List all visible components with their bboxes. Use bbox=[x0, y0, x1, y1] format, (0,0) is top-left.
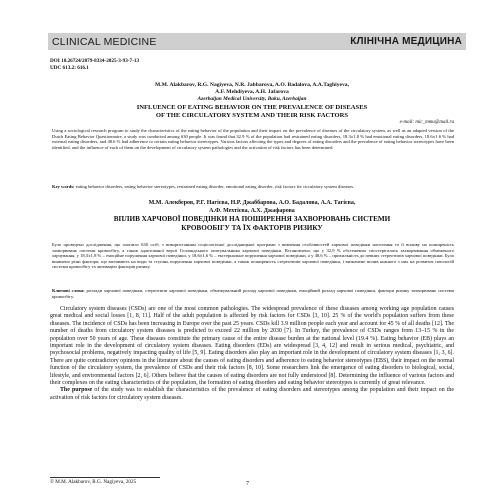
keywords-en-text: eating behavior disorders, eating behavior stereotypes, restrained eating disorder, emotional eating disorder, risk factors for circulatory system diseases. bbox=[75, 184, 355, 189]
authors-en bbox=[50, 82, 454, 96]
footer-divider bbox=[50, 477, 160, 478]
page-number: 7 bbox=[246, 481, 249, 487]
section-title-ua: КЛІНІЧНА МЕДИЦИНА bbox=[350, 36, 462, 47]
authors-en-line1: M.M. Alakbarov, R.G. Nagiyeva, N.R. Jabbarova, A.O. Badalova, A.A.Taghiyeva, bbox=[155, 82, 349, 88]
title-en-line1: INFLUENCE OF EATING BEHAVIOR ON THE PREVALENCE OF DISEASES bbox=[136, 104, 368, 111]
keywords-ua-label: Ключові слова: bbox=[52, 288, 85, 293]
authors-ua-line1: М.М. Алекберов, Р.Г. Нагієва, Н.Р. Джаббарова, А.О. Бадалова, А.А. Тагієва, bbox=[148, 200, 356, 206]
keywords-ua bbox=[52, 288, 454, 299]
keywords-en-label: Key words: bbox=[52, 184, 75, 189]
abstract-ua: Було проведено дослідження, що охопило 630 осіб, з використанням соціологічної дослідницької програми з вивчення особливостей харчової поведінки населення та її впливу на поширеність захворювань системи кровообігу, а також адаптованої версії Голландського опитувальника харчової поведінки. Встановлено, що у 32,9 % обстежених спостерігались захворювання обмеженого харчування, у 18,3±1,8 % – емоційне порушення харчової поведінки, у 18,6±1,6 % – екстернальне порушення харчової поведінки, а у 48,6 % – прихильність до певних стереотипів харчової поведінки. Було виявлено різні фактори, що впливають на види та ступінь порушення харчової поведінки, а також поширеність стереотипів харчової поведінки, і визначено вплив кожного з них на розвиток патологій системи кровообігу та активацію факторів ризику. bbox=[52, 242, 454, 270]
authors-ua bbox=[50, 199, 454, 215]
purpose-label: The purpose bbox=[60, 387, 93, 394]
authors-en-line2: A.F. Mehdiyeva, A.H. Jafarova bbox=[215, 89, 289, 95]
contact-email[interactable]: e-mail: mic_mmu@mail.ru bbox=[399, 120, 454, 125]
title-ua-line2: КРОВООБІГУ ТА ЇХ ФАКТОРІВ РИЗИКУ bbox=[181, 223, 323, 232]
section-title-en: CLINICAL MEDICINE bbox=[52, 35, 157, 48]
keywords-en bbox=[52, 184, 454, 190]
body-paragraph-purpose bbox=[50, 387, 454, 402]
keywords-ua-text: розлади харчової поведінки, стереотипи харчової поведінки, обмежувальний розлад харчової поведінки, емоційний розлад харчової поведінки, фактори ризику захворювань системи кровообігу. bbox=[52, 288, 455, 299]
purpose-text: of the study was to establish the characteristics of the prevalence of eating disorders and stereotypes among the population and their impact on the activation of risk factors for circulatory system diseases. bbox=[50, 387, 454, 401]
affiliation-en: Azerbaijan Medical University, Baku, Azerbaijan bbox=[197, 96, 307, 102]
title-en-line2: OF THE CIRCULATORY SYSTEM AND THEIR RISK FACTORS bbox=[155, 112, 349, 119]
article-title-en bbox=[50, 104, 454, 120]
authors-ua-line2: А.Ф. Мехтієва, А.Х. Джафарова bbox=[209, 208, 295, 214]
article-body bbox=[50, 306, 454, 402]
udc-line: UDC 613.2: 616.1 bbox=[50, 65, 89, 71]
abstract-en: Using a sociological research program to study the characteristics of the eating behavior of the population and their impact on the prevalence of diseases of the circulatory system, as well as an adapted version of the Dutch Eating Behavior Questionnaire, a study was conducted among 630 people. It was found that 32.9 % of the population had restrained eating disorders, 18.3±1.8 % had emotional eating disorders, 18.6±1.6 % had external eating disorders, and 48.6 % had adherence to certain eating behavior stereotypes. Various factors affecting the types and degrees of eating disorders and the prevalence of eating behavior stereotypes have been identified, and the influence of each of them on the development of circulatory system pathologies and the activation of risk factors has been determined. bbox=[52, 128, 454, 150]
doi-line[interactable]: DOI 10.26724/2079-8334-2025-3-93-7-13 bbox=[50, 58, 140, 64]
section-header-band bbox=[48, 33, 466, 50]
title-ua-line1: ВПЛИВ ХАРЧОВОЇ ПОВЕДІНКИ НА ПОШИРЕННЯ ЗАХВОРЮВАНЬ СИСТЕМИ bbox=[113, 215, 391, 223]
article-identifiers bbox=[50, 58, 139, 72]
body-paragraph-intro: Circulatory system diseases (CSDs) are one of the most common pathologies. The widespread prevalence of these diseases among working age population causes great medical and social losses [1, 8, 11]. Half of the adult population is affected by risk factors for CSDs [3, 10]. 25 % of the world's population suffers from these diseases. The incidence of CSDs has been increasing in Europe over the past 25 years. CSDs kill 3.9 million people each year and account for 45 % of all deaths [12]. The number of deaths from circulatory system diseases is predicted to exceed 22 million by 2030 [7]. In Turkey, the prevalence of CSDs ranges from 13–15 % in the population over 50 years of age. These diseases constitute the primary cause of the entire disease burden at the national level (19.4 %). Eating behavior (EB) plays an important role in the development of circulatory system diseases. Eating disorders (EDs) are widespread [3, 4, 12] and result in serious medical, psychiatric, and psychosocial problems, negatively impacting quality of life [5, 9]. Eating disorders also play an important role in the development of circulatory system diseases [1, 3, 6]. There are quite contradictory opinions in the literature about the causes of eating disorders and adherence to eating behavior stereotypes (EBS), their impact on the normal function of the circulatory system, the prevalence of CSDs and their risk factors [8, 10]. Some researchers link the emergence of eating disorders to biological, social, lifestyle, and environmental factors [2, 6]. Others believe that the causes of eating disorders are not fully understood [8]. Determining the influence of various factors and their complexes on the eating characteristics of the population, the formation of eating disorders and eating behavior stereotypes is currently of great relevance. bbox=[50, 306, 454, 387]
article-title-ua bbox=[50, 215, 454, 232]
copyright-notice: © M.M. Alakbarov, R.G. Nagiyeva, 2025 bbox=[50, 479, 137, 485]
